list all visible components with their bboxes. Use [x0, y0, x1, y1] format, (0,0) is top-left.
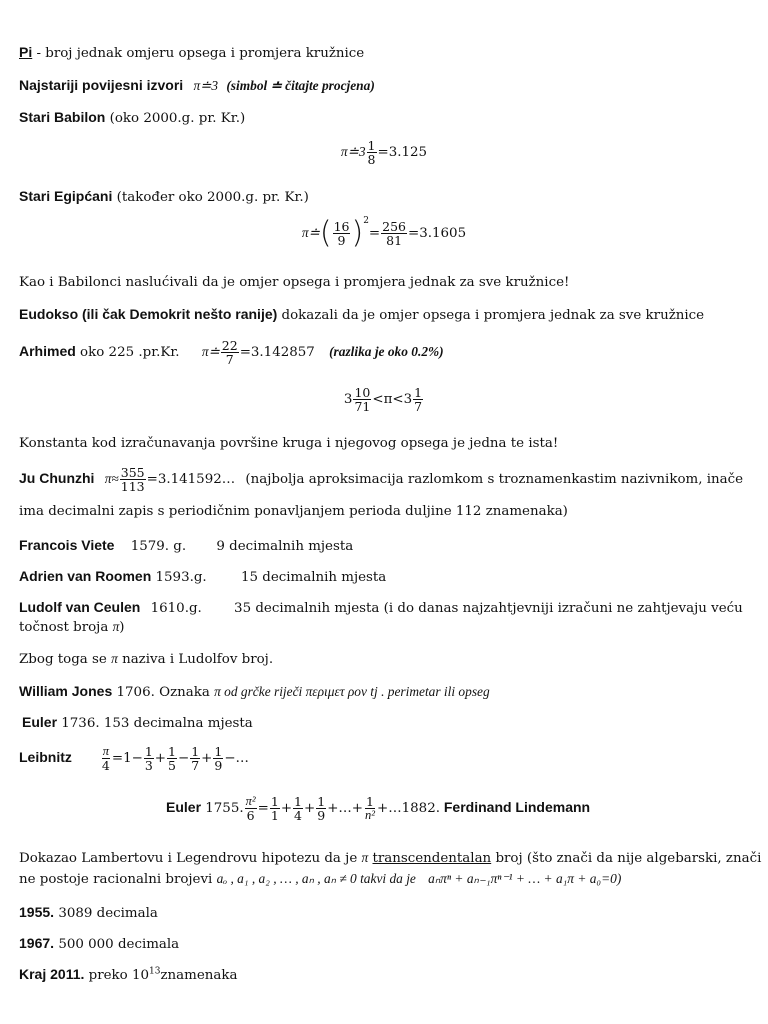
eudoxus-title: Eudokso (ili čak Demokrit nešto ranije) — [19, 306, 278, 322]
babylon-formula-result: =3.125 — [377, 145, 428, 161]
algebraic-text: ne postoje racionalni brojevi — [19, 872, 213, 887]
egypt-fraction-1 — [333, 220, 351, 247]
pi-heading: Pi — [19, 44, 33, 60]
euler-title: Euler — [22, 714, 58, 730]
babylon-note-line: Kao i Babilonci naslućivali da je omjer opsega i promjera jednak za sve kružnice! — [19, 275, 570, 290]
constant-line: Konstanta kod izračunavanja površine kruga i njegovog opsega je jedna te ista! — [19, 436, 559, 451]
ceulen-year: 1610.g. — [150, 601, 202, 616]
year-1967: 1967. — [19, 935, 55, 951]
lindemann-proof-line — [19, 850, 761, 866]
zu-chongzhi-text: (najbolja aproksimacija razlomkom s troznamenkastim nazivnikom, inače — [245, 472, 744, 488]
zu-fraction — [120, 466, 146, 493]
zu-chongzhi-line — [19, 466, 743, 493]
euler-frac-4 — [364, 795, 376, 822]
archimedes-fraction — [221, 339, 239, 366]
euler-1755-line — [166, 795, 590, 822]
jones-line — [19, 683, 490, 700]
archimedes-bounds — [0, 386, 768, 413]
fraction-numerator: 256 — [382, 218, 407, 234]
fraction-denominator: 5 — [168, 758, 176, 774]
archimedes-text: oko 225 .pr.Kr. — [75, 345, 180, 361]
viete-title: Francois Viete — [19, 537, 115, 553]
fraction-denominator: 6 — [246, 808, 255, 824]
ceulen-text: 35 decimalnih mjesta (i do danas najzahtjevniji izračuni ne zahtjevaju veću — [234, 601, 743, 616]
zu-formula-lhs: π≈ — [104, 471, 119, 487]
euler-1736-text: 1736. 153 decimalna mjesta — [57, 716, 253, 731]
fraction-numerator: 1 — [366, 794, 374, 809]
jones-note: π od grčke riječi περιμετ ρον tj . perimetar ili opseg — [214, 684, 490, 699]
fraction-denominator: 7 — [191, 758, 200, 774]
eudoxus-line — [19, 306, 704, 323]
euler-1755-title: Euler — [166, 799, 202, 816]
fraction-numerator: 10 — [354, 385, 371, 400]
right-paren: ) — [351, 215, 364, 251]
leibniz-op-1: =1− — [111, 751, 143, 767]
pi-symbol: π — [111, 651, 118, 666]
fraction-numerator: 1 — [294, 794, 302, 809]
equals-sign: = — [368, 226, 381, 241]
bound-inequality: <π<3 — [372, 392, 413, 408]
leibniz-line — [19, 745, 249, 772]
euler-op-4: +…+ — [327, 801, 364, 817]
fraction-numerator: 1 — [414, 385, 423, 400]
fraction-numerator: 1 — [144, 744, 153, 759]
egypt-formula-lhs: π≐ — [301, 225, 320, 240]
archimedes-title: Arhimed — [19, 343, 76, 360]
proof-text-1: Dokazao Lambertovu i Legendrovu hipotezu da je — [19, 851, 358, 866]
fraction-numerator: 1 — [214, 744, 223, 759]
coefficients-expression: aₒ , a₁ , a₂ , … , aₙ , aₙ ≠ 0 takvi da je — [216, 871, 416, 886]
roomen-line — [19, 568, 386, 585]
euler-frac-0 — [245, 795, 257, 822]
proof-text-2: broj (što znači da nije algebarski, znači — [491, 851, 762, 866]
babylon-title: Stari Babilon — [19, 109, 106, 125]
ceulen-cont-text: točnost broja — [19, 620, 109, 635]
archimedes-formula-result: =3.142857 — [239, 345, 315, 361]
leibniz-frac-0 — [101, 745, 111, 772]
jones-text: 1706. Oznaka — [112, 685, 210, 700]
bound-whole-left: 3 — [343, 392, 353, 408]
zu-chongzhi-title: Ju Chunzhi — [19, 470, 95, 487]
archimedes-formula-lhs: π≐ — [201, 344, 220, 360]
fraction-numerator: 16 — [333, 218, 350, 234]
intro-text: - broj jednak omjeru opsega i promjera kružnice — [32, 46, 365, 61]
leibniz-op-4: + — [201, 751, 213, 767]
oldest-sources-note: (simbol ≐ čitajte procjena) — [226, 78, 375, 93]
fraction-numerator: 1 — [168, 744, 176, 759]
ludolf-number-line — [19, 651, 273, 667]
fraction-denominator: 4 — [294, 808, 302, 824]
algebraic-definition-line — [19, 871, 621, 887]
oldest-sources-title: Najstariji povijesni izvori — [19, 77, 184, 93]
fraction-numerator: 1 — [367, 138, 376, 153]
bound-fraction-right — [413, 386, 423, 413]
egypt-line — [19, 188, 309, 205]
leibniz-frac-2 — [167, 745, 177, 772]
year-2011-line — [19, 966, 238, 983]
euler-frac-1 — [270, 795, 280, 822]
fraction-numerator: 1 — [191, 744, 200, 759]
leibniz-frac-1 — [144, 745, 154, 772]
euler-op-5: +…1882. — [377, 801, 440, 817]
babylon-fraction — [367, 139, 377, 166]
ceulen-title: Ludolf van Ceulen — [19, 599, 141, 615]
leibniz-title: Leibnitz — [19, 749, 72, 766]
polynomial-equation: aₙπⁿ + aₙ₋₁πⁿ⁻¹ + … + a₁π + a₀=0) — [428, 871, 622, 886]
pi-symbol: π — [112, 619, 120, 634]
fraction-numerator: 1 — [270, 794, 279, 809]
babylon-formula-lhs: π≐3 — [340, 144, 366, 160]
oldest-sources-formula: π≐3 — [193, 78, 219, 93]
fraction-numerator: π — [102, 744, 109, 758]
bound-fraction-left — [353, 386, 371, 413]
viete-text: 9 decimalnih mjesta — [216, 539, 354, 554]
year-1967-line — [19, 935, 179, 952]
euler-frac-3 — [316, 795, 326, 822]
euler-1736-line — [22, 714, 253, 731]
year-1955-text: 3089 decimala — [58, 906, 158, 921]
fraction-denominator: 71 — [354, 399, 371, 415]
roomen-text: 15 decimalnih mjesta — [240, 570, 387, 585]
euler-frac-2 — [293, 795, 303, 822]
power-exponent: 13 — [149, 966, 161, 977]
oldest-sources-line — [19, 77, 375, 94]
pi-symbol: π — [361, 850, 369, 865]
fraction-denominator: 8 — [367, 152, 376, 168]
fraction-numerator: 1 — [317, 794, 326, 809]
jones-title: William Jones — [19, 683, 113, 699]
fraction-denominator: 113 — [120, 479, 145, 495]
leibniz-frac-4 — [213, 745, 223, 772]
euler-op-2: + — [280, 801, 293, 817]
year-1955-line — [19, 904, 158, 921]
egypt-title: Stari Egipćani — [19, 188, 113, 204]
leibniz-frac-3 — [190, 745, 200, 772]
fraction-denominator: 1 — [270, 808, 279, 824]
zu-formula-result: =3.141592… — [146, 472, 236, 488]
viete-line — [19, 537, 353, 554]
intro-line — [19, 44, 364, 61]
euler-op-3: + — [304, 801, 316, 817]
fraction-numerator: 355 — [120, 465, 145, 480]
archimedes-line — [19, 339, 444, 366]
euler-1755-year: 1755. — [201, 801, 244, 817]
fraction-numerator: π² — [245, 794, 256, 808]
egypt-fraction-2 — [381, 220, 407, 247]
viete-year: 1579. g. — [130, 539, 187, 554]
fraction-denominator: 9 — [317, 808, 326, 824]
ceulen-continuation — [19, 619, 125, 635]
year-2011: Kraj 2011. — [19, 966, 85, 982]
fraction-denominator: n² — [365, 808, 376, 823]
left-paren: ( — [319, 215, 332, 251]
transcendental-word: transcendentalan — [372, 851, 492, 866]
fraction-denominator: 81 — [386, 233, 403, 248]
power-base: 10 — [132, 968, 150, 983]
leibniz-op-5: −… — [224, 751, 249, 767]
fraction-denominator: 7 — [225, 352, 234, 368]
archimedes-note: (razlika je oko 0.2%) — [329, 344, 444, 360]
fraction-denominator: 9 — [214, 758, 223, 774]
leibniz-op-2: + — [154, 751, 166, 767]
year-2011-text: preko — [84, 968, 128, 983]
egypt-formula — [0, 216, 768, 249]
leibniz-op-3: − — [177, 751, 190, 767]
ludolf-text-2: naziva i Ludolfov broj. — [122, 652, 274, 667]
babylon-formula — [0, 139, 768, 166]
fraction-denominator: 9 — [337, 233, 346, 248]
egypt-formula-result: =3.1605 — [408, 226, 467, 241]
babylon-text: (oko 2000.g. pr. Kr.) — [109, 111, 246, 126]
fraction-denominator: 4 — [101, 758, 110, 774]
eudoxus-text: dokazali da je omjer opsega i promjera jednak za sve kružnice — [277, 308, 705, 323]
egypt-text: (također oko 2000.g. pr. Kr.) — [116, 190, 309, 205]
fraction-denominator: 7 — [414, 399, 423, 415]
roomen-year: 1593.g. — [155, 570, 207, 585]
euler-op-1: = — [257, 801, 269, 817]
ceulen-line — [19, 599, 743, 616]
roomen-title: Adrien van Roomen — [19, 568, 152, 584]
year-1955: 1955. — [19, 904, 55, 920]
fraction-denominator: 3 — [144, 758, 153, 774]
digits-word: znamenaka — [160, 968, 238, 983]
fraction-numerator: 22 — [221, 338, 238, 353]
close-paren: ) — [119, 620, 125, 635]
ludolf-text-1: Zbog toga se — [19, 652, 107, 667]
zu-chongzhi-continuation: ima decimalni zapis s periodičnim ponavljanjem perioda duljine 112 znamenaka) — [19, 504, 568, 519]
year-1967-text: 500 000 decimala — [58, 937, 180, 952]
babylon-line — [19, 109, 245, 126]
egypt-exponent: 2 — [363, 216, 369, 226]
lindemann-title: Ferdinand Lindemann — [439, 799, 591, 816]
